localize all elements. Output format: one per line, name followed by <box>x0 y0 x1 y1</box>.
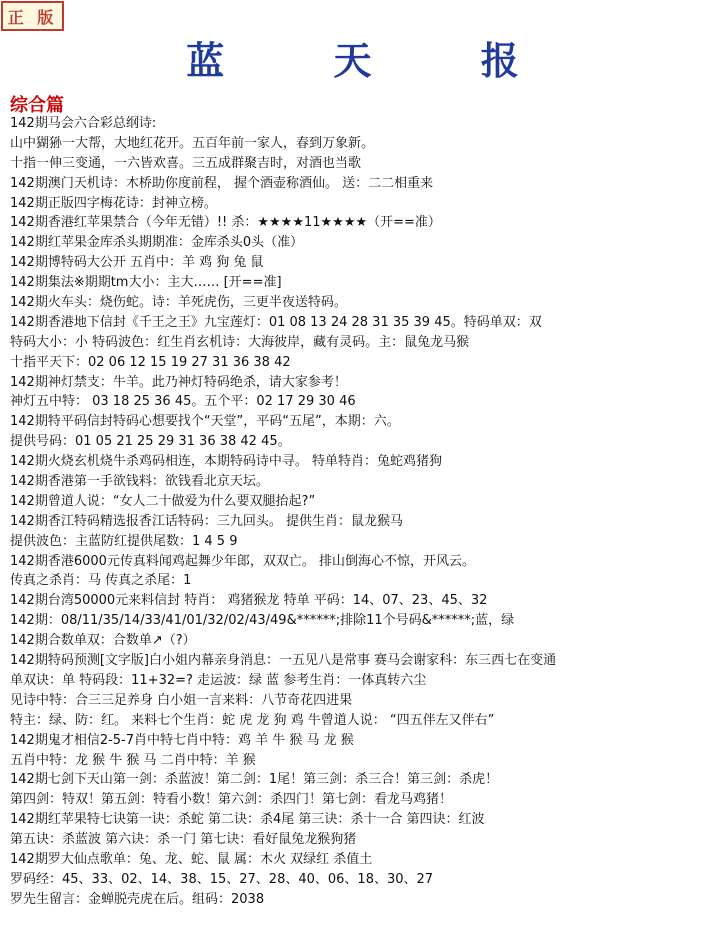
text-line: 142期神灯禁支：牛羊。此乃神灯特码绝杀，请大家参考！ <box>10 374 347 390</box>
text-line: 罗先生留言：金蝉脱壳虎在后。组码：2038 <box>10 891 265 907</box>
text-line: 提供号码：01 05 21 25 29 31 36 38 42 45。 <box>10 434 291 450</box>
text-line: 第四剑：特双！第五剑：特看小数！第六剑：杀四门！第七剑：看龙马鸡猪！ <box>10 792 453 808</box>
text-line: 142期香港红苹果禁合（今年无错）!! 杀：★★★★11★★★★（开==准） <box>10 215 441 231</box>
text-line: 142期红苹果金库杀头期期准：金库杀头0头（准） <box>10 235 304 251</box>
text-line: 142期台湾50000元来料信封 特肖： 鸡猪猴龙 特单 平码：14、07、23、45、32 <box>10 593 488 609</box>
text-line: 提供波色：主蓝防红提供尾数：1 4 5 9 <box>10 533 238 549</box>
text-line: 142期正版四字梅花诗：封神立榜。 <box>10 195 217 211</box>
text-line: 142期特码预测[文字版]白小姐内幕亲身消息：一五见八是常事 赛马会谢家科：东三西七在变通 <box>10 653 557 669</box>
text-line: 见诗中特：合三三足养身 白小姐一言来料：八节奇花四进果 <box>10 692 353 708</box>
text-line: 142期香港6000元传真料闻鸡起舞少年郎，双双亡。 排山倒海心不惊，开风云。 <box>10 553 476 569</box>
text-line: 十指平天下：02 06 12 15 19 27 31 36 38 42 <box>10 354 291 370</box>
text-line: 142期罗大仙点歌单：兔、龙、蛇、鼠 属：木火 双绿红 杀值土 <box>10 851 373 867</box>
text-line: 142期曾道人说：“女人二十做爱为什么要双腿抬起?” <box>10 493 316 509</box>
text-line: 142期澳门天机诗：木桥助你度前程， 握个酒壶称酒仙。 送：二二相重来 <box>10 175 434 191</box>
text-line: 142期马会六合彩总纲诗: <box>10 116 157 131</box>
page-title: 蓝 天 报 <box>186 38 567 83</box>
section-heading: 综合篇 <box>10 95 64 116</box>
text-line: 142期博特码大公开 五肖中：羊 鸡 狗 兔 鼠 <box>10 255 264 271</box>
text-line: 142期香港地下信封《千王之王》九宝莲灯：01 08 13 24 28 31 35 39 45。特码单双：双 <box>10 314 542 330</box>
text-line: 142期红苹果特七诀第一诀：杀蛇 第二诀：杀4尾 第三诀：杀十一合 第四诀：红波 <box>10 812 485 828</box>
text-line: 罗码经：45、33、02、14、38、15、27、28、40、06、18、30、27 <box>10 871 434 887</box>
text-line: 142期香港第一手欲钱料：欲钱看北京天坛。 <box>10 474 269 490</box>
text-line: 特码大小：小 特码波色：红生肖玄机诗：大海彼岸，藏有灵码。主：鼠兔龙马猴 <box>10 334 470 350</box>
text-line: 五肖中特：龙 猴 牛 猴 马 二肖中特：羊 猴 <box>10 752 256 768</box>
text-line: 单双诀：单 特码段：11+32=? 走运波：绿 蓝 参考生肖：一体真转六尘 <box>10 672 427 688</box>
text-line: 142期鬼才相信2-5-7肖中特七肖中特：鸡 羊 牛 猴 马 龙 猴 <box>10 732 354 748</box>
text-line: 142期合数单双：合数单↗（?） <box>10 633 196 649</box>
text-line: 特主：绿、防：红。 来料七个生肖：蛇 虎 龙 狗 鸡 牛曾道人说： “四五伴左又伴右” <box>10 712 495 728</box>
text-line: 142期：08/11/35/14/33/41/01/32/02/43/49&******;排除11个号码&******;蓝，绿 <box>10 613 515 629</box>
text-line: 142期火烧玄机烧牛杀鸡码相连，本期特码诗中寻。 特单特肖：兔蛇鸡猪狗 <box>10 454 442 470</box>
text-line: 第五诀：杀蓝波 第六诀：杀一门 第七诀：看好鼠兔龙猴狗猪 <box>10 832 357 848</box>
genuine-edition-badge: 正 版 <box>1 1 64 31</box>
text-line: 传真之杀肖：马 传真之杀尾：1 <box>10 573 192 589</box>
text-line: 142期集法※期期tm大小：主大…… [开==准] <box>10 275 282 291</box>
content-lines <box>10 114 710 910</box>
text-line: 十指一伸三变通，一六皆欢喜。三五成群聚吉时，对酒也当歌 <box>10 155 362 171</box>
text-line: 神灯五中特： 03 18 25 36 45。五个平：02 17 29 30 46 <box>10 394 356 410</box>
text-line: 142期香江特码精选报香江话特码：三九回头。 提供生肖：鼠龙猴马 <box>10 513 403 529</box>
text-line: 山中猢狲一大帮，大地红花开。五百年前一家人，春到万象新。 <box>10 135 375 151</box>
text-line: 142期特平码信封特码心想要找个“天堂”，平码“五尾”，本期：六。 <box>10 414 400 430</box>
text-line: 142期火车头：烧伤蛇。诗：羊死虎伤，三更半夜送特码。 <box>10 295 347 311</box>
text-line: 142期七剑下天山第一剑：杀蓝波！第二剑：1尾！第三剑：杀三合！第三剑：杀虎！ <box>10 772 499 788</box>
